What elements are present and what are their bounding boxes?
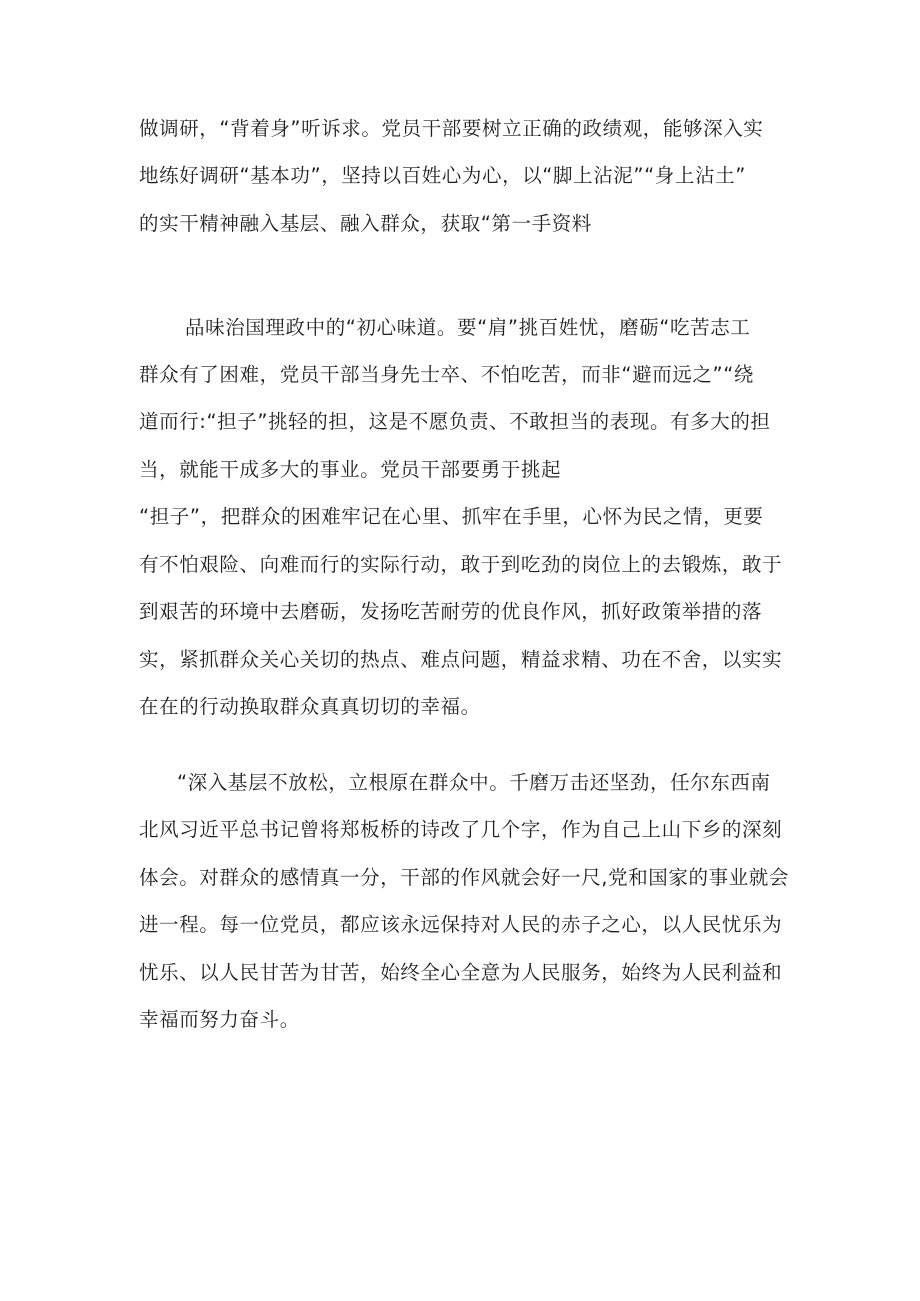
paragraph-3-line-3: 体会。对群众的感情真一分，干部的作风就会好一尺,党和国家的事业就会 — [139, 866, 789, 889]
paragraph-2-line-6: 有不怕艰险、向难而行的实际行动，敢于到吃劲的岗位上的去锻炼，敢于 — [139, 553, 783, 576]
paragraph-1-line-2: 地练好调研“基本功”，坚持以百姓心为心，以“脚上沾泥”“身上沾土” — [139, 164, 746, 187]
paragraph-2-line-7: 到艰苦的环境中去磨砺，发扬吃苦耐劳的优良作风，抓好政策举措的落 — [139, 600, 763, 623]
paragraph-2-line-2: 群众有了困难，党员干部当身先士卒、不怕吃苦，而非“避而远之”“绕 — [139, 363, 755, 386]
paragraph-3-line-2: 北风习近平总书记曾将郑板桥的诗改了几个字，作为自己上山下乡的深刻 — [139, 818, 783, 841]
paragraph-2-line-3: 道而行:“担子”挑轻的担，这是不愿负责、不敢担当的表现。有多大的担 — [139, 410, 771, 433]
paragraph-3-line-1: “深入基层不放松，立根原在群众中。千磨万击还坚劲，任尔东西南 — [177, 771, 771, 794]
paragraph-1-line-3: 的实干精神融入基层、融入群众，获取“第一手资料 — [139, 212, 592, 235]
paragraph-3-line-6: 幸福而努力奋斗。 — [139, 1008, 300, 1031]
paragraph-2-line-9: 在在的行动换取群众真真切切的幸福。 — [139, 695, 481, 718]
paragraph-2-line-5: “担子”，把群众的困难牢记在心里、抓牢在手里，心怀为民之情，更要 — [139, 505, 764, 528]
paragraph-2-line-4: 当，就能干成多大的事业。党员干部要勇于挑起 — [139, 458, 562, 481]
paragraph-1-line-1: 做调研，“背着身”听诉求。党员干部要树立正确的政绩观，能够深入实 — [139, 117, 764, 140]
paragraph-3-line-5: 忧乐、以人民甘苦为甘苦，始终全心全意为人民服务，始终为人民利益和 — [139, 961, 783, 984]
paragraph-3-line-4: 进一程。每一位党员，都应该永远保持对人民的赤子之心，以人民忧乐为 — [139, 913, 783, 936]
paragraph-2-line-1: 品味治国理政中的“初心味道。要“肩”挑百姓忧，磨砺“吃苦志工 — [185, 316, 751, 339]
paragraph-2-line-8: 实，紧抓群众关心关切的热点、难点问题，精益求精、功在不舍，以实实 — [139, 648, 783, 671]
